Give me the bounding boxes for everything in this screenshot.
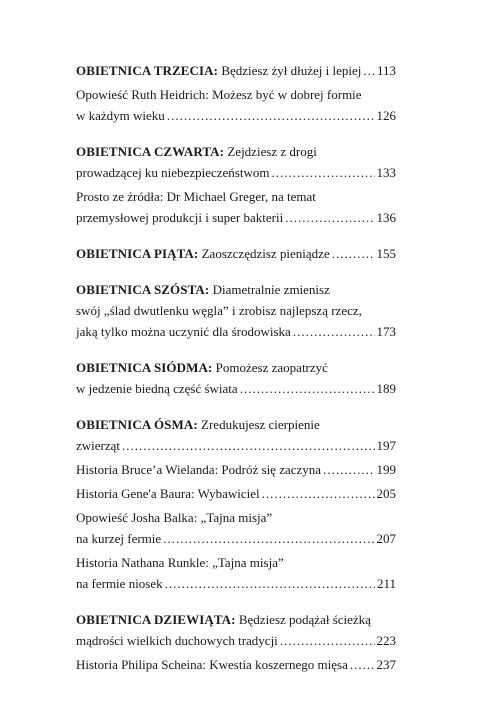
toc-line-text: Historia Gene'a Baura: Wybawiciel xyxy=(76,486,260,501)
toc-line xyxy=(76,357,396,378)
toc-story-entry xyxy=(76,654,396,675)
toc-chapter-entry xyxy=(76,243,396,264)
toc-line xyxy=(76,507,396,528)
toc-line xyxy=(76,186,396,207)
dot-leader xyxy=(167,105,375,126)
page-number: 136 xyxy=(376,210,396,225)
promise-title: Będziesz podążał ścieżką xyxy=(235,612,371,627)
toc-line-text xyxy=(76,60,361,81)
promise-title: Diametralnie zmienisz xyxy=(209,282,330,297)
toc-chapter-entry xyxy=(76,60,396,81)
toc-line xyxy=(76,483,396,504)
dot-leader xyxy=(285,207,374,228)
toc-line xyxy=(76,630,396,651)
toc-story-entry xyxy=(76,552,396,594)
promise-title: Pomożesz zaopatrzyć xyxy=(212,360,328,375)
dot-leader xyxy=(163,528,374,549)
toc-line xyxy=(76,528,396,549)
toc-line xyxy=(76,162,396,183)
toc-line xyxy=(76,609,396,630)
toc-line-text: prowadzącej ku niebezpieczeństwom xyxy=(76,165,270,180)
toc-story-entry xyxy=(76,507,396,549)
toc-line-text: swój „ślad dwutlenku węgla” i zrobisz najlepszą rzecz, xyxy=(76,303,362,318)
toc-story-entry xyxy=(76,459,396,480)
toc-chapter-entry xyxy=(76,141,396,183)
dot-leader xyxy=(350,654,375,675)
toc-line-text: w każdym wieku xyxy=(76,108,165,123)
toc-line xyxy=(76,654,396,675)
table-of-contents xyxy=(76,60,396,678)
page-number: 126 xyxy=(376,108,396,123)
page-number: 237 xyxy=(376,657,396,672)
toc-line-text: na kurzej fermie xyxy=(76,531,162,546)
toc-line-text xyxy=(76,243,330,264)
page-number: 197 xyxy=(376,438,396,453)
dot-leader xyxy=(332,243,375,264)
page-number: 173 xyxy=(376,324,396,339)
toc-line-text: na fermie niosek xyxy=(76,576,163,591)
promise-title: Zejdziesz z drogi xyxy=(224,144,317,159)
toc-line-text: Historia Bruce’a Wielanda: Podróż się zaczyna xyxy=(76,462,322,477)
promise-heading: OBIETNICA ÓSMA: xyxy=(76,417,198,432)
toc-chapter-entry xyxy=(76,279,396,342)
page-number: 205 xyxy=(376,486,396,501)
toc-line-text xyxy=(76,141,317,162)
promise-heading: OBIETNICA TRZECIA: xyxy=(76,63,219,78)
dot-leader xyxy=(165,573,375,594)
promise-title: Zredukujesz cierpienie xyxy=(197,417,320,432)
toc-line-text: Prosto ze źródła: Dr Michael Greger, na temat xyxy=(76,189,316,204)
toc-line xyxy=(76,60,396,81)
promise-heading: OBIETNICA SZÓSTA: xyxy=(76,282,210,297)
toc-line-text: jaką tylko można uczynić dla środowiska xyxy=(76,324,291,339)
page-number: 207 xyxy=(376,531,396,546)
page-number: 189 xyxy=(376,381,396,396)
toc-chapter-entry xyxy=(76,357,396,399)
toc-line xyxy=(76,279,396,300)
toc-line-text: Opowieść Ruth Heidrich: Możesz być w dobrej formie xyxy=(76,87,362,102)
page-number: 155 xyxy=(376,246,396,261)
toc-line xyxy=(76,84,396,105)
toc-line-text xyxy=(76,357,328,378)
toc-line xyxy=(76,552,396,573)
promise-heading: OBIETNICA CZWARTA: xyxy=(76,144,225,159)
dot-leader xyxy=(122,435,374,456)
toc-story-entry xyxy=(76,483,396,504)
toc-line-text: zwierząt xyxy=(76,438,121,453)
toc-line xyxy=(76,207,396,228)
promise-title: Zaoszczędzisz pieniądze xyxy=(198,246,330,261)
promise-title: Będziesz żył dłużej i lepiej xyxy=(218,63,362,78)
dot-leader xyxy=(271,162,374,183)
dot-leader xyxy=(293,321,375,342)
toc-line-text xyxy=(76,609,371,630)
promise-heading: OBIETNICA SIÓDMA: xyxy=(76,360,213,375)
page-number: 113 xyxy=(376,63,396,78)
toc-line xyxy=(76,105,396,126)
page-number: 133 xyxy=(376,165,396,180)
page-number: 223 xyxy=(376,633,396,648)
dot-leader xyxy=(363,60,375,81)
toc-line-text: mądrości wielkich duchowych tradycji xyxy=(76,633,278,648)
toc-line-text xyxy=(76,414,320,435)
toc-chapter-entry xyxy=(76,414,396,456)
dot-leader xyxy=(280,630,375,651)
toc-chapter-entry xyxy=(76,609,396,651)
toc-line xyxy=(76,414,396,435)
dot-leader xyxy=(323,459,374,480)
toc-line-text: Historia Nathana Runkle: „Tajna misja” xyxy=(76,555,284,570)
page-number: 199 xyxy=(376,462,396,477)
toc-story-entry xyxy=(76,84,396,126)
toc-line xyxy=(76,300,396,321)
toc-line xyxy=(76,243,396,264)
dot-leader xyxy=(262,483,375,504)
promise-heading: OBIETNICA PIĄTA: xyxy=(76,246,199,261)
toc-line-text xyxy=(76,279,330,300)
dot-leader xyxy=(240,378,375,399)
toc-line xyxy=(76,573,396,594)
toc-line xyxy=(76,141,396,162)
toc-line-text: Historia Philipa Scheina: Kwestia koszernego mięsa xyxy=(76,657,348,672)
page-number: 211 xyxy=(376,576,396,591)
toc-line xyxy=(76,321,396,342)
toc-line-text: w jedzenie biedną część świata xyxy=(76,381,238,396)
toc-line xyxy=(76,378,396,399)
toc-line xyxy=(76,435,396,456)
toc-line xyxy=(76,459,396,480)
promise-heading: OBIETNICA DZIEWIĄTA: xyxy=(76,612,236,627)
toc-line-text: przemysłowej produkcji i super bakterii xyxy=(76,210,284,225)
toc-line-text: Opowieść Josha Balka: „Tajna misja” xyxy=(76,510,273,525)
toc-story-entry xyxy=(76,186,396,228)
